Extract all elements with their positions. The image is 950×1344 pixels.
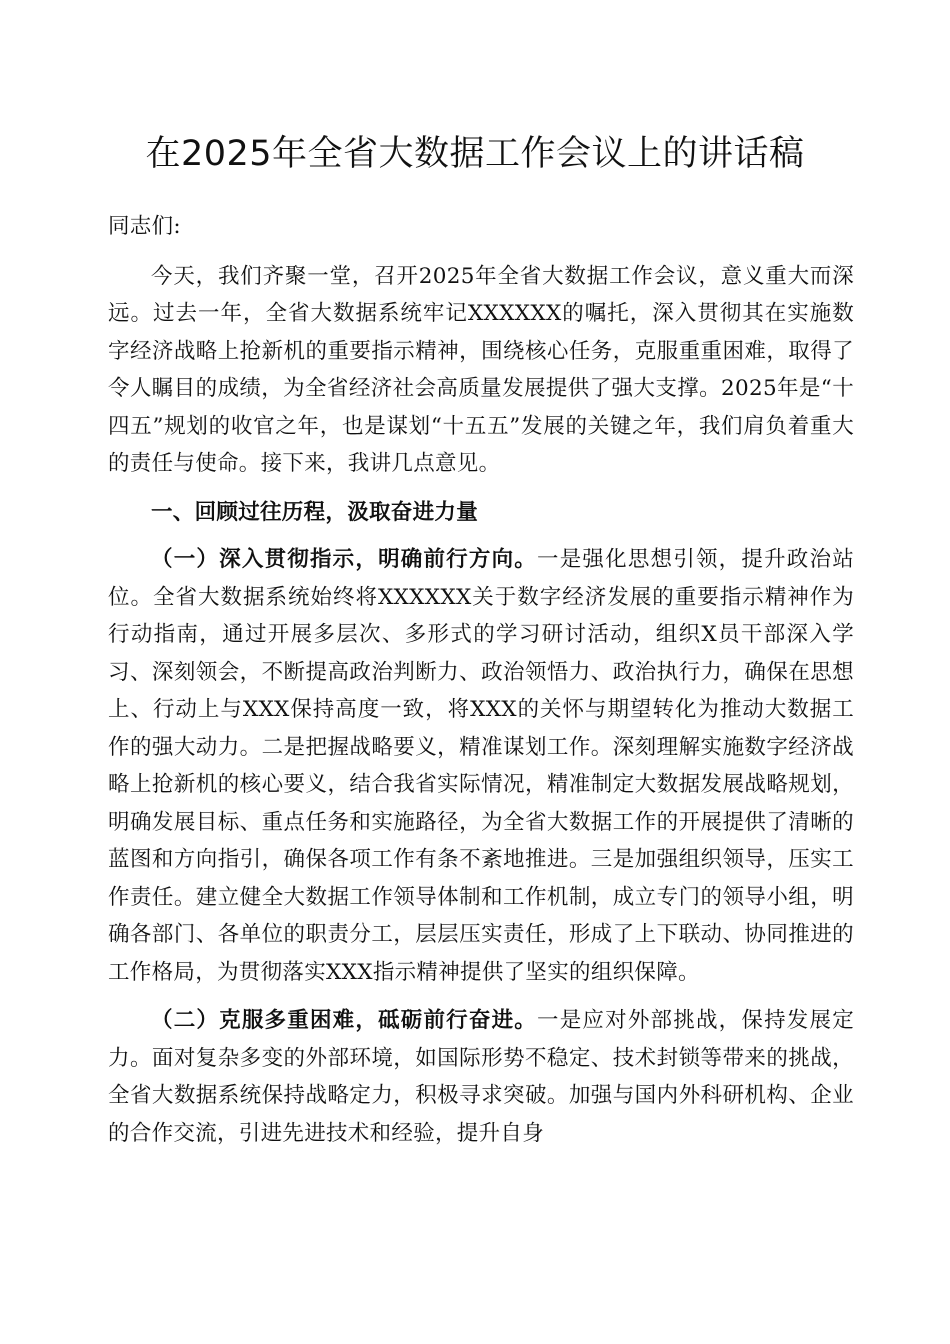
subsection-1-lead: （一）深入贯彻指示，明确前行方向。 (151, 547, 538, 572)
document-body (108, 208, 854, 1163)
subsection-2-paragraph (108, 1002, 854, 1152)
section-heading-1: 一、回顾过往历程，汲取奋进力量 (151, 499, 479, 525)
subsection-1-text: 一是强化思想引领，提升政治站位。全省大数据系统始终将XXXXXX关于数字经济发展的重要指示精神作为行动指南，通过开展多层次、多形式的学习研讨活动，组织X员干部深入学习、深刻领会，不断提高政治判断力、政治领悟力、政治执行力，确保在思想上、行动上与XXX保持高度一致，将XXX的关怀与期望转化为推动大数据工作的强大动力。二是把握战略要义，精准谋划工作。深刻理解实施数字经济战略上抢新机的核心要义，结合我省实际情况，精准制定大数据发展战略规划，明确发展目标、重点任务和实施路径，为全省大数据工作的开展提供了清晰的蓝图和方向指引，确保各项工作有条不紊地推进。三是加强组织领导，压实工作责任。建立健全大数据工作领导体制和工作机制，成立专门的领导小组，明确各部门、各单位的职责分工，层层压实责任，形成了上下联动、协同推进的工作格局，为贯彻落实XXX指示精神提供了坚实的组织保障。 (108, 547, 854, 985)
document-title: 在2025年全省大数据工作会议上的讲话稿 (145, 134, 805, 174)
subsection-2-lead: （二）克服多重困难，砥砺前行奋进。 (151, 1008, 538, 1033)
intro-paragraph: 今天，我们齐聚一堂，召开2025年全省大数据工作会议，意义重大而深远。过去一年，全省大数据系统牢记XXXXXX的嘱托，深入贯彻其在实施数字经济战略上抢新机的重要指示精神，围绕核心任务，克服重重困难，取得了令人瞩目的成绩，为全省经济社会高质量发展提供了强大支撑。2025年是“十四五”规划的收官之年，也是谋划“十五五”发展的关键之年，我们肩负着重大的责任与使命。接下来，我讲几点意见。 (108, 263, 854, 476)
subsection-2-text: 一是应对外部挑战，保持发展定力。面对复杂多变的外部环境，如国际形势不稳定、技术封锁等带来的挑战，全省大数据系统保持战略定力，积极寻求突破。加强与国内外科研机构、企业的合作交流，引进先进技术和经验，提升自身 (108, 1008, 854, 1146)
subsection-1-paragraph (108, 541, 854, 991)
salutation: 同志们: (108, 214, 181, 239)
